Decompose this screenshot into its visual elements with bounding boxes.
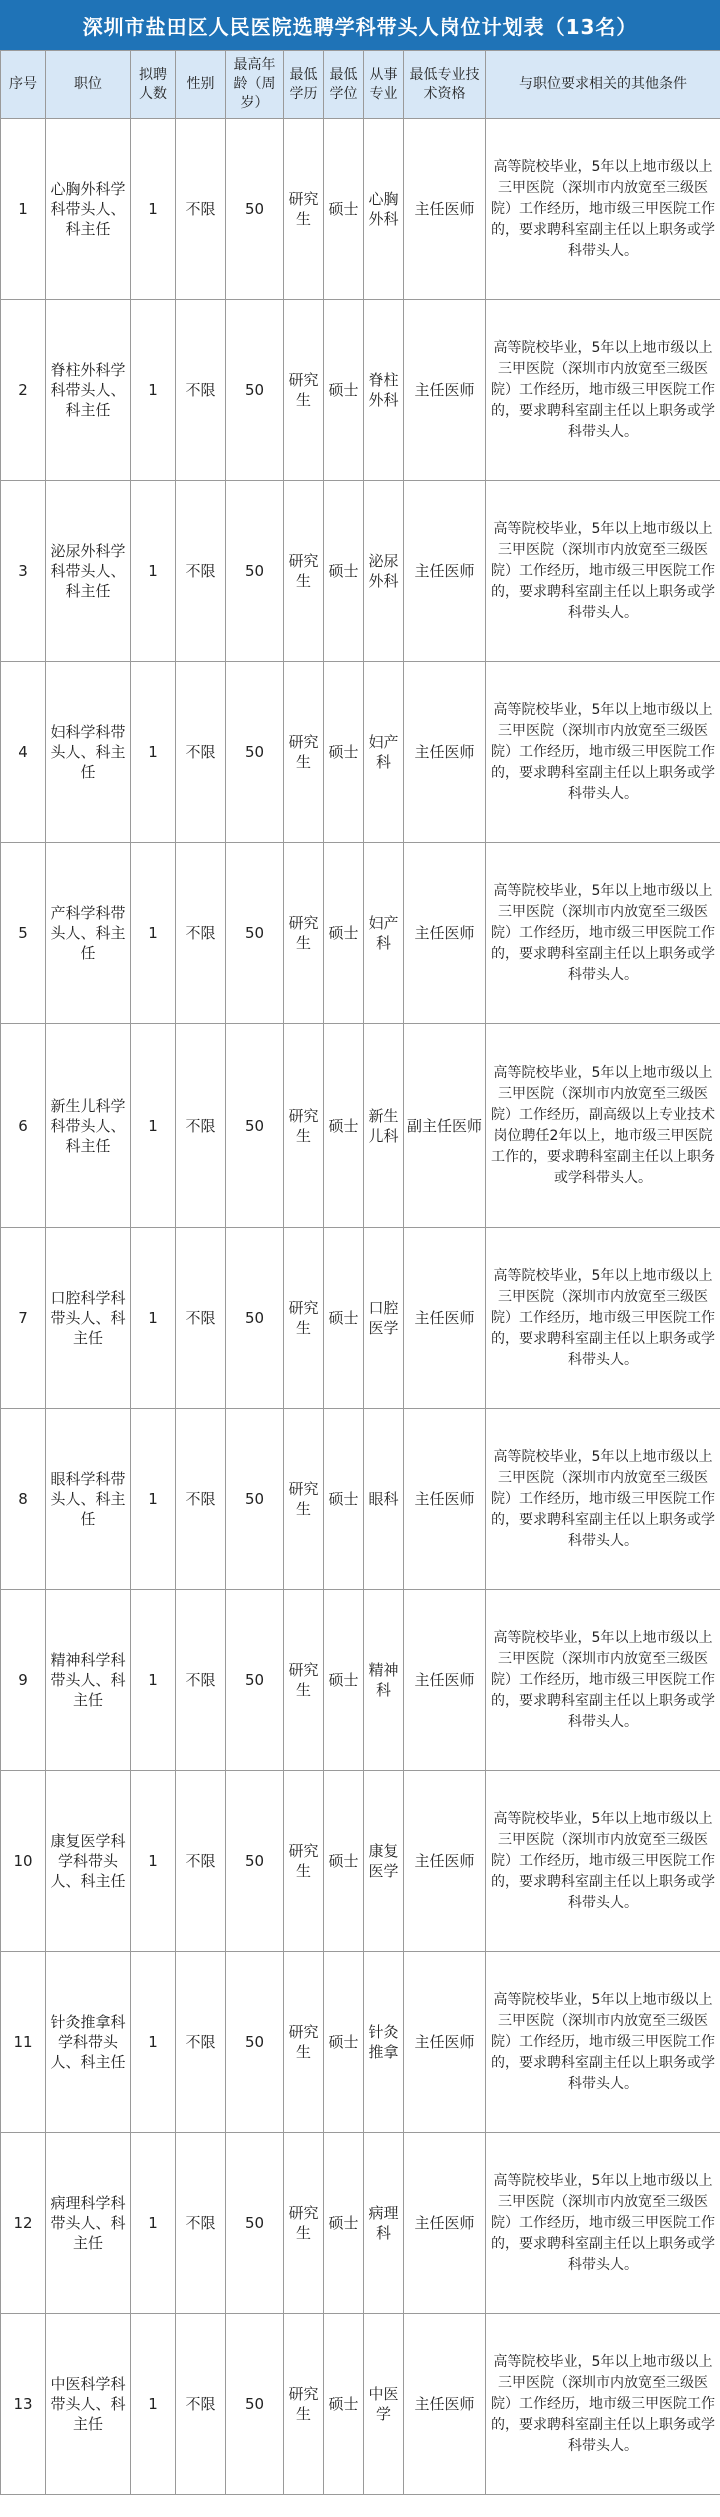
cell-title-qualification: 主任医师 (404, 1771, 486, 1952)
cell-degree: 硕士 (324, 1952, 364, 2133)
cell-position: 中医科学科带头人、科主任 (46, 2314, 131, 2495)
cell-age: 50 (226, 662, 284, 843)
cell-count: 1 (131, 1024, 176, 1228)
cell-specialty: 妇产科 (364, 843, 404, 1024)
table-row (1, 300, 720, 481)
cell-seq: 1 (1, 119, 46, 300)
cell-specialty: 泌尿外科 (364, 481, 404, 662)
header-age: 最高年龄（周岁） (226, 51, 284, 119)
header-title-qualification: 最低专业技术资格 (404, 51, 486, 119)
cell-position: 脊柱外科学科带头人、科主任 (46, 300, 131, 481)
header-requirements: 与职位要求相关的其他条件 (486, 51, 720, 119)
cell-requirements: 高等院校毕业，5年以上地市级以上三甲医院（深圳市内放宽至三级医院）工作经历，地市级三甲医院工作的，要求聘科室副主任以上职务或学科带头人。 (486, 1952, 720, 2133)
cell-education: 研究生 (284, 2314, 324, 2495)
cell-degree: 硕士 (324, 1590, 364, 1771)
cell-seq: 6 (1, 1024, 46, 1228)
cell-degree: 硕士 (324, 2314, 364, 2495)
table-row (1, 2133, 720, 2314)
cell-age: 50 (226, 1409, 284, 1590)
cell-position: 针灸推拿科学科带头人、科主任 (46, 1952, 131, 2133)
cell-seq: 9 (1, 1590, 46, 1771)
cell-degree: 硕士 (324, 843, 364, 1024)
cell-age: 50 (226, 1771, 284, 1952)
cell-gender: 不限 (176, 1590, 226, 1771)
cell-education: 研究生 (284, 481, 324, 662)
cell-position: 康复医学科学科带头人、科主任 (46, 1771, 131, 1952)
cell-specialty: 眼科 (364, 1409, 404, 1590)
table-row (1, 843, 720, 1024)
cell-count: 1 (131, 1952, 176, 2133)
cell-specialty: 新生儿科 (364, 1024, 404, 1228)
cell-seq: 11 (1, 1952, 46, 2133)
cell-age: 50 (226, 119, 284, 300)
cell-gender: 不限 (176, 481, 226, 662)
cell-title-qualification: 主任医师 (404, 2133, 486, 2314)
cell-gender: 不限 (176, 119, 226, 300)
cell-position: 新生儿科学科带头人、科主任 (46, 1024, 131, 1228)
cell-gender: 不限 (176, 1228, 226, 1409)
cell-degree: 硕士 (324, 1228, 364, 1409)
cell-title-qualification: 主任医师 (404, 2314, 486, 2495)
cell-education: 研究生 (284, 662, 324, 843)
cell-gender: 不限 (176, 2133, 226, 2314)
header-education: 最低学历 (284, 51, 324, 119)
cell-education: 研究生 (284, 1952, 324, 2133)
cell-specialty: 精神科 (364, 1590, 404, 1771)
cell-title-qualification: 主任医师 (404, 300, 486, 481)
cell-specialty: 中医学 (364, 2314, 404, 2495)
cell-age: 50 (226, 1024, 284, 1228)
header-row (1, 51, 720, 119)
cell-degree: 硕士 (324, 300, 364, 481)
table-row (1, 1228, 720, 1409)
table-row (1, 119, 720, 300)
table-row (1, 2314, 720, 2495)
cell-position: 泌尿外科学科带头人、科主任 (46, 481, 131, 662)
cell-requirements: 高等院校毕业，5年以上地市级以上三甲医院（深圳市内放宽至三级医院）工作经历，地市级三甲医院工作的，要求聘科室副主任以上职务或学科带头人。 (486, 300, 720, 481)
cell-seq: 3 (1, 481, 46, 662)
cell-age: 50 (226, 1228, 284, 1409)
cell-education: 研究生 (284, 1771, 324, 1952)
cell-requirements: 高等院校毕业，5年以上地市级以上三甲医院（深圳市内放宽至三级医院）工作经历，地市级三甲医院工作的，要求聘科室副主任以上职务或学科带头人。 (486, 843, 720, 1024)
cell-position: 产科学科带头人、科主任 (46, 843, 131, 1024)
cell-specialty: 妇产科 (364, 662, 404, 843)
header-seq: 序号 (1, 51, 46, 119)
cell-requirements: 高等院校毕业，5年以上地市级以上三甲医院（深圳市内放宽至三级医院）工作经历，地市级三甲医院工作的，要求聘科室副主任以上职务或学科带头人。 (486, 1409, 720, 1590)
cell-seq: 4 (1, 662, 46, 843)
cell-degree: 硕士 (324, 2133, 364, 2314)
cell-gender: 不限 (176, 843, 226, 1024)
table-row (1, 481, 720, 662)
cell-position: 口腔科学科带头人、科主任 (46, 1228, 131, 1409)
cell-requirements: 高等院校毕业，5年以上地市级以上三甲医院（深圳市内放宽至三级医院）工作经历，地市级三甲医院工作的，要求聘科室副主任以上职务或学科带头人。 (486, 2314, 720, 2495)
table-row (1, 1590, 720, 1771)
cell-count: 1 (131, 1771, 176, 1952)
table-row (1, 1409, 720, 1590)
cell-title-qualification: 主任医师 (404, 1409, 486, 1590)
cell-title-qualification: 主任医师 (404, 481, 486, 662)
cell-title-qualification: 主任医师 (404, 1228, 486, 1409)
header-count: 拟聘人数 (131, 51, 176, 119)
table-row (1, 1771, 720, 1952)
cell-title-qualification: 主任医师 (404, 1590, 486, 1771)
cell-education: 研究生 (284, 119, 324, 300)
cell-specialty: 脊柱外科 (364, 300, 404, 481)
cell-specialty: 心胸外科 (364, 119, 404, 300)
cell-count: 1 (131, 300, 176, 481)
cell-position: 妇科学科带头人、科主任 (46, 662, 131, 843)
cell-count: 1 (131, 119, 176, 300)
cell-education: 研究生 (284, 843, 324, 1024)
cell-seq: 5 (1, 843, 46, 1024)
cell-count: 1 (131, 481, 176, 662)
cell-age: 50 (226, 2133, 284, 2314)
header-gender: 性别 (176, 51, 226, 119)
cell-seq: 12 (1, 2133, 46, 2314)
table-title: 深圳市盐田区人民医院选聘学科带头人岗位计划表（13名） (0, 0, 720, 50)
cell-education: 研究生 (284, 1228, 324, 1409)
cell-requirements: 高等院校毕业，5年以上地市级以上三甲医院（深圳市内放宽至三级医院）工作经历，地市级三甲医院工作的，要求聘科室副主任以上职务或学科带头人。 (486, 481, 720, 662)
cell-education: 研究生 (284, 2133, 324, 2314)
cell-position: 精神科学科带头人、科主任 (46, 1590, 131, 1771)
cell-requirements: 高等院校毕业，5年以上地市级以上三甲医院（深圳市内放宽至三级医院）工作经历，地市级三甲医院工作的，要求聘科室副主任以上职务或学科带头人。 (486, 119, 720, 300)
cell-position: 病理科学科带头人、科主任 (46, 2133, 131, 2314)
cell-count: 1 (131, 1590, 176, 1771)
cell-education: 研究生 (284, 1409, 324, 1590)
cell-age: 50 (226, 1590, 284, 1771)
cell-count: 1 (131, 662, 176, 843)
cell-age: 50 (226, 481, 284, 662)
cell-degree: 硕士 (324, 1024, 364, 1228)
cell-degree: 硕士 (324, 119, 364, 300)
cell-seq: 10 (1, 1771, 46, 1952)
cell-gender: 不限 (176, 300, 226, 481)
cell-count: 1 (131, 2314, 176, 2495)
cell-count: 1 (131, 1228, 176, 1409)
table-row (1, 1952, 720, 2133)
table-row (1, 1024, 720, 1228)
cell-specialty: 口腔医学 (364, 1228, 404, 1409)
cell-education: 研究生 (284, 1590, 324, 1771)
cell-degree: 硕士 (324, 1409, 364, 1590)
cell-specialty: 病理科 (364, 2133, 404, 2314)
cell-seq: 2 (1, 300, 46, 481)
cell-position: 心胸外科学科带头人、科主任 (46, 119, 131, 300)
cell-requirements: 高等院校毕业，5年以上地市级以上三甲医院（深圳市内放宽至三级医院）工作经历，地市级三甲医院工作的，要求聘科室副主任以上职务或学科带头人。 (486, 1590, 720, 1771)
cell-requirements: 高等院校毕业，5年以上地市级以上三甲医院（深圳市内放宽至三级医院）工作经历，地市级三甲医院工作的，要求聘科室副主任以上职务或学科带头人。 (486, 1228, 720, 1409)
cell-degree: 硕士 (324, 662, 364, 843)
cell-degree: 硕士 (324, 1771, 364, 1952)
cell-count: 1 (131, 1409, 176, 1590)
cell-specialty: 针灸推拿 (364, 1952, 404, 2133)
cell-title-qualification: 主任医师 (404, 843, 486, 1024)
cell-title-qualification: 主任医师 (404, 1952, 486, 2133)
cell-gender: 不限 (176, 1024, 226, 1228)
cell-gender: 不限 (176, 1771, 226, 1952)
header-specialty: 从事专业 (364, 51, 404, 119)
cell-count: 1 (131, 843, 176, 1024)
cell-specialty: 康复医学 (364, 1771, 404, 1952)
cell-seq: 13 (1, 2314, 46, 2495)
cell-count: 1 (131, 2133, 176, 2314)
cell-requirements: 高等院校毕业，5年以上地市级以上三甲医院（深圳市内放宽至三级医院）工作经历，地市级三甲医院工作的，要求聘科室副主任以上职务或学科带头人。 (486, 2133, 720, 2314)
cell-requirements: 高等院校毕业，5年以上地市级以上三甲医院（深圳市内放宽至三级医院）工作经历，地市级三甲医院工作的，要求聘科室副主任以上职务或学科带头人。 (486, 662, 720, 843)
cell-gender: 不限 (176, 2314, 226, 2495)
cell-title-qualification: 副主任医师 (404, 1024, 486, 1228)
cell-title-qualification: 主任医师 (404, 119, 486, 300)
cell-gender: 不限 (176, 662, 226, 843)
cell-age: 50 (226, 843, 284, 1024)
cell-seq: 8 (1, 1409, 46, 1590)
cell-requirements: 高等院校毕业，5年以上地市级以上三甲医院（深圳市内放宽至三级医院）工作经历，地市级三甲医院工作的，要求聘科室副主任以上职务或学科带头人。 (486, 1771, 720, 1952)
table-row (1, 662, 720, 843)
cell-position: 眼科学科带头人、科主任 (46, 1409, 131, 1590)
cell-gender: 不限 (176, 1952, 226, 2133)
cell-title-qualification: 主任医师 (404, 662, 486, 843)
cell-education: 研究生 (284, 300, 324, 481)
cell-age: 50 (226, 300, 284, 481)
cell-age: 50 (226, 1952, 284, 2133)
cell-degree: 硕士 (324, 481, 364, 662)
cell-education: 研究生 (284, 1024, 324, 1228)
header-degree: 最低学位 (324, 51, 364, 119)
cell-gender: 不限 (176, 1409, 226, 1590)
cell-requirements: 高等院校毕业，5年以上地市级以上三甲医院（深圳市内放宽至三级医院）工作经历，副高级以上专业技术岗位聘任2年以上，地市级三甲医院工作的，要求聘科室副主任以上职务或学科带头人。 (486, 1024, 720, 1228)
cell-age: 50 (226, 2314, 284, 2495)
position-plan-table (0, 50, 720, 2495)
cell-seq: 7 (1, 1228, 46, 1409)
header-position: 职位 (46, 51, 131, 119)
